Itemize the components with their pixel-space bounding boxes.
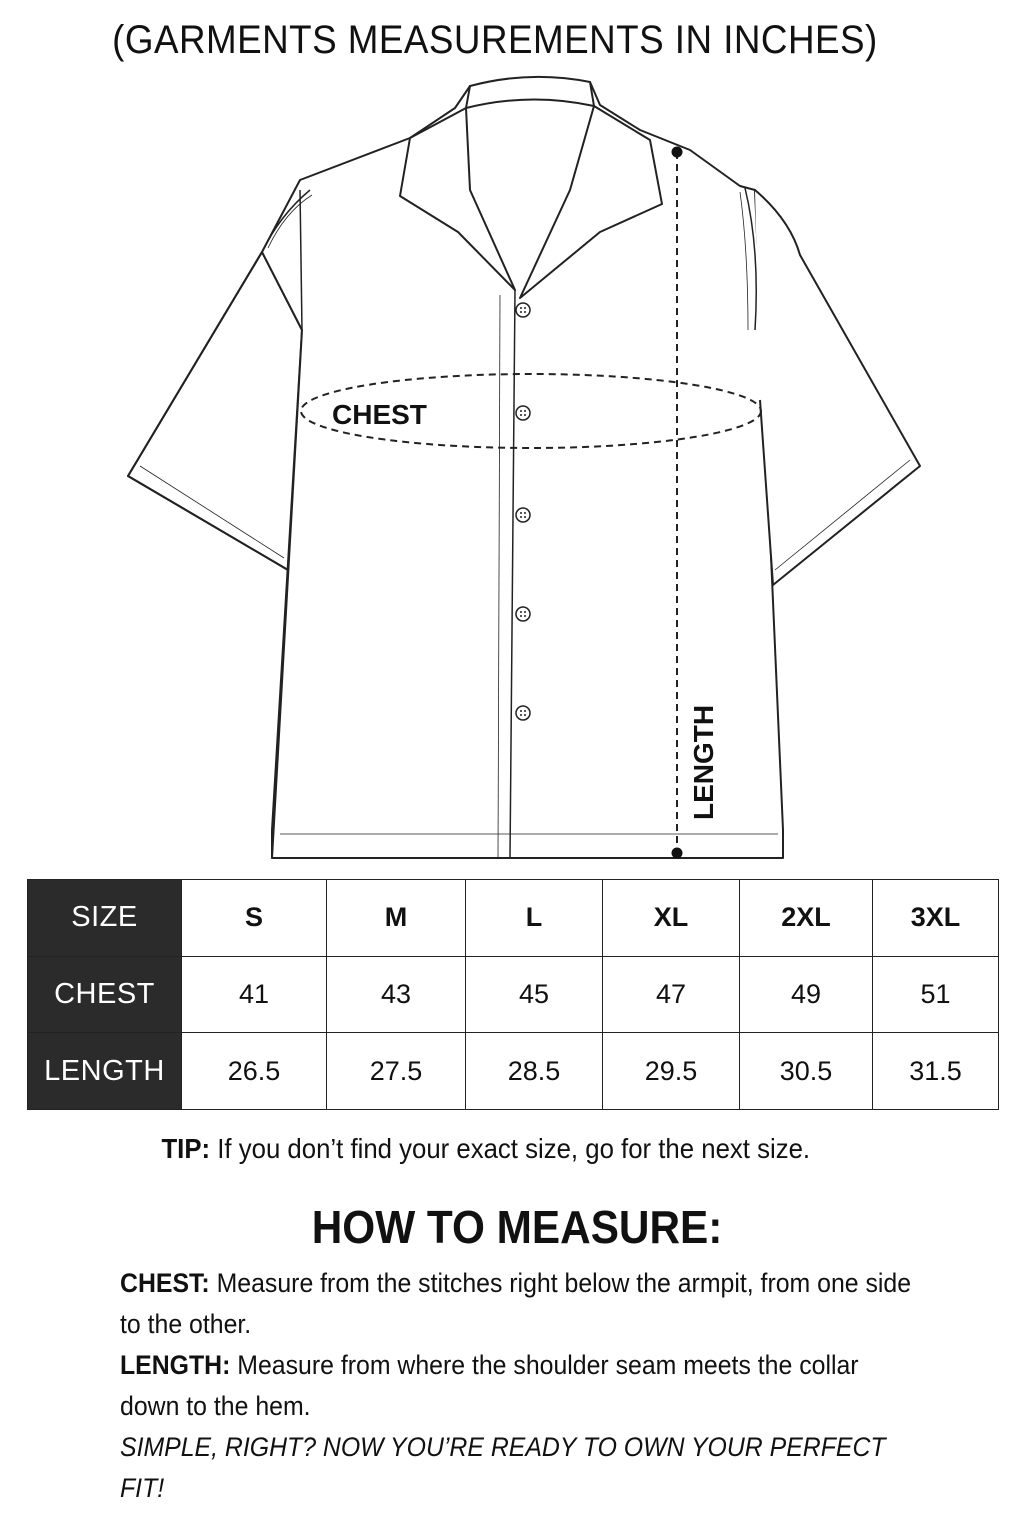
chest-label: CHEST	[332, 399, 427, 430]
chest-instruction-key: CHEST:	[120, 1268, 210, 1298]
size-cell: 3XL	[873, 880, 999, 957]
how-to-measure-instructions	[120, 1263, 911, 1509]
tip-body: If you don’t find your exact size, go for the next size.	[210, 1133, 811, 1164]
tip-label: TIP:	[161, 1133, 211, 1164]
length-value-cell: 26.5	[182, 1033, 327, 1110]
size-cell: M	[327, 880, 466, 957]
closing-remark: SIMPLE, RIGHT? NOW YOU’RE READY TO OWN YOUR PERFECT FIT!	[120, 1432, 886, 1503]
how-to-measure-heading: HOW TO MEASURE:	[311, 1201, 723, 1253]
chest-instruction-text: Measure from the stitches right below the armpit, from one side to the other.	[120, 1268, 912, 1339]
chest-value-cell: 47	[603, 956, 740, 1033]
size-chart-table	[27, 879, 999, 1110]
chest-value-cell: 45	[466, 956, 603, 1033]
length-top-dot	[672, 147, 683, 158]
button-3	[516, 508, 530, 522]
button-5	[516, 706, 530, 720]
length-label: LENGTH	[688, 704, 719, 820]
size-cell: XL	[603, 880, 740, 957]
row-header-length: LENGTH	[28, 1033, 182, 1110]
button-1	[516, 303, 530, 317]
size-cell: S	[182, 880, 327, 957]
length-instruction-key: LENGTH:	[120, 1350, 231, 1380]
page-title: (GARMENTS MEASUREMENTS IN INCHES)	[112, 18, 878, 62]
table-row-sizes	[28, 880, 999, 957]
chest-value-cell: 49	[740, 956, 873, 1033]
button-4	[516, 607, 530, 621]
chest-value-cell: 43	[327, 956, 466, 1033]
right-sleeve	[755, 190, 920, 585]
length-value-cell: 30.5	[740, 1033, 873, 1110]
chest-value-cell: 51	[873, 956, 999, 1033]
row-header-chest: CHEST	[28, 956, 182, 1033]
length-instruction	[120, 1345, 911, 1427]
length-value-cell: 29.5	[603, 1033, 740, 1110]
table-row-length	[28, 1033, 999, 1110]
chest-value-cell: 41	[182, 956, 327, 1033]
length-value-cell: 28.5	[466, 1033, 603, 1110]
size-cell: 2XL	[740, 880, 873, 957]
length-bottom-dot	[672, 848, 683, 859]
size-cell: L	[466, 880, 603, 957]
shirt-body-outline	[128, 252, 302, 858]
length-instruction-text: Measure from where the shoulder seam meets the collar down to the hem.	[120, 1350, 859, 1421]
length-value-cell: 27.5	[327, 1033, 466, 1110]
length-value-cell: 31.5	[873, 1033, 999, 1110]
button-2	[516, 406, 530, 420]
shirt-diagram	[0, 70, 1024, 870]
chest-instruction	[120, 1263, 911, 1345]
table-row-chest	[28, 956, 999, 1033]
tip-text	[0, 1133, 972, 1165]
row-header-size: SIZE	[28, 880, 182, 957]
